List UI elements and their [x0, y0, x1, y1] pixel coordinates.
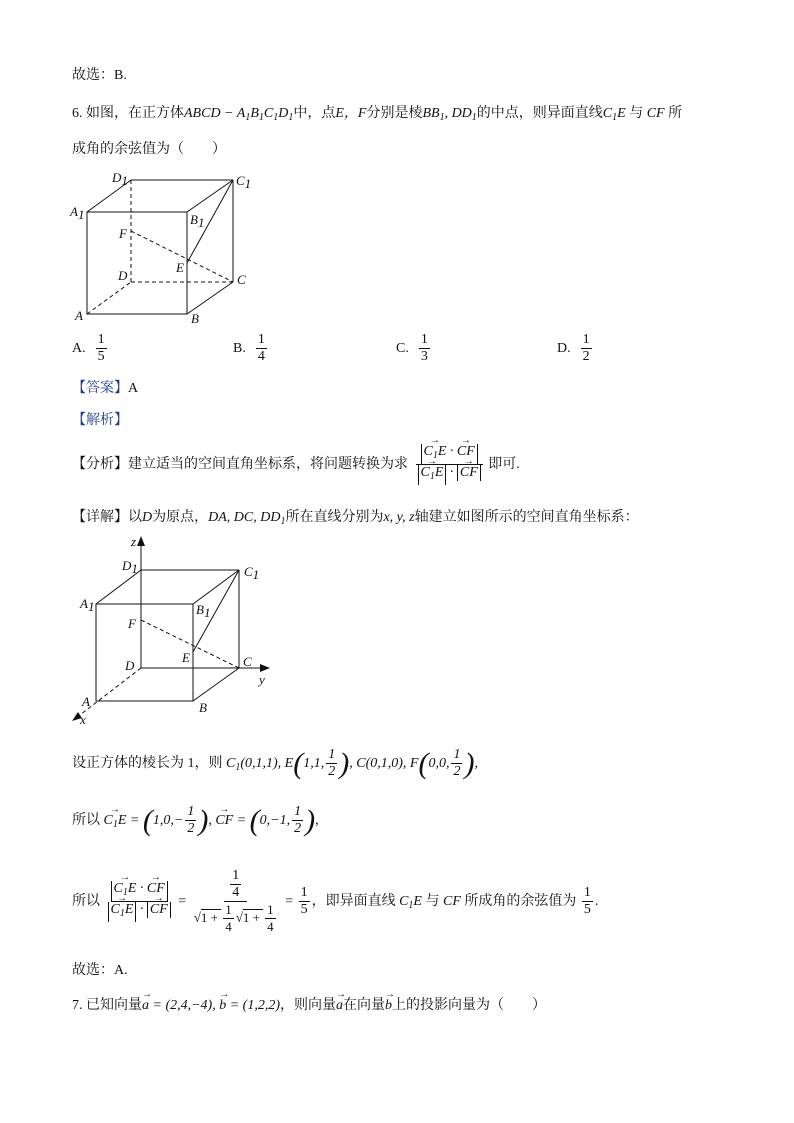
edges: $BB_1$, $DD_1$: [422, 106, 477, 123]
vectors-line: [72, 801, 319, 845]
xiangjie-text: 以: [128, 510, 142, 525]
xiangjie-line: [72, 508, 639, 532]
xiangjie-text: 所在直线分别为: [285, 510, 384, 525]
z-axis-arrow: [137, 536, 145, 546]
label-c: C: [237, 272, 246, 287]
closing-answer: 故选：A.: [72, 963, 128, 978]
cos-numerator: → $C_1E$ · → CF: [421, 444, 478, 464]
fenxi-end: 即可.: [488, 457, 520, 472]
x-axis: [76, 668, 141, 718]
edge-b1c1: [187, 180, 233, 212]
option-a[interactable]: [72, 332, 109, 365]
segment-fc: [141, 620, 239, 668]
cube-figure-1: [66, 166, 266, 332]
option-c[interactable]: [396, 332, 432, 365]
question-number: 6.: [72, 106, 83, 121]
xyz: x, y, z: [383, 510, 415, 525]
option-label: C.: [396, 340, 409, 356]
vec-b: → b: [385, 996, 392, 1016]
option-label: A.: [72, 340, 86, 356]
numerator: 1: [97, 332, 105, 347]
vec-a: → a: [336, 996, 343, 1016]
stem-text: 的中点，则异面直线: [476, 106, 603, 121]
stem-text: 分别是棱: [366, 106, 423, 121]
question-6-stem-line2: 成角的余弦值为（ ）: [72, 142, 226, 157]
points-ef: E，F: [335, 106, 367, 121]
edge-b1c1: [193, 570, 239, 604]
cube-name: ABCD − $A_1B_1C_1D_1$: [184, 106, 294, 123]
label-c: C: [243, 654, 252, 669]
option-fraction: [419, 332, 430, 365]
option-fraction: [581, 332, 592, 365]
line-c1e: $C_1E$: [602, 106, 626, 123]
cos-conclusion: ，即异面直线 $C_1E$ 与 CF 所成角的余弦值为: [311, 894, 580, 911]
xiangjie-tag: 【详解】: [72, 510, 128, 525]
cos-formula: [416, 444, 483, 485]
denominator: 2: [582, 349, 590, 364]
cos-result: $\frac{1}{5}$: [300, 885, 308, 918]
stem-text: 如图，在正方体: [86, 106, 184, 121]
answer-tag: 【答案】: [72, 381, 128, 396]
coords-line: [72, 744, 478, 788]
vec-text: 所以: [72, 813, 100, 828]
coords-values: $C_1(0,1,1)$, E(1,1, $\frac{1}{2}$ ), C(0,1,0), F(0,0, $\frac{1}{2}$ ),: [226, 746, 478, 780]
cos-fraction: [106, 881, 173, 922]
edge-ad: [87, 282, 131, 314]
stem-text: 中，点: [293, 106, 336, 121]
label-b1: B1: [190, 212, 205, 230]
cos-final: $\frac{1}{5}$: [583, 885, 591, 918]
q7-text: 在向量: [343, 998, 385, 1013]
numerator: 1: [582, 332, 590, 347]
front-face: [87, 212, 187, 314]
label-d1: D1: [122, 558, 138, 576]
label-x: x: [80, 712, 86, 727]
xiangjie-text: 为原点，: [152, 510, 209, 525]
label-a1: A1: [70, 204, 85, 222]
label-f: F: [119, 226, 127, 241]
label-d1: D1: [112, 170, 128, 188]
edge-bc: [193, 668, 239, 701]
question-6-stem: [72, 104, 682, 128]
cube-figure-2: [66, 534, 290, 730]
label-b1: B1: [196, 602, 211, 620]
denominator: 4: [257, 349, 265, 364]
cos-text: 所以: [72, 894, 100, 909]
answer-value: A: [128, 381, 139, 396]
axes-lines: DA, DC, $DD_1$: [208, 510, 286, 527]
label-d: D: [118, 268, 128, 283]
front-face: [96, 604, 193, 701]
cos-denominator: → $C_1E$ · → CF: [416, 465, 483, 485]
label-z: z: [131, 534, 137, 549]
cos-frac-den: → $C_1E$ · → CF: [106, 902, 173, 922]
label-y: y: [259, 672, 265, 687]
analysis-label: 【解析】: [72, 413, 128, 428]
line-cf: CF: [646, 106, 665, 121]
option-b[interactable]: [233, 332, 269, 365]
label-c1: C1: [236, 173, 252, 191]
numerator: 1: [257, 332, 265, 347]
xiangjie-text: 轴建立如图所示的空间直角坐标系：: [414, 510, 639, 525]
option-label: D.: [557, 340, 571, 356]
edge-bc: [187, 282, 233, 314]
denominator: 5: [97, 349, 105, 364]
question-7-stem: [72, 996, 546, 1016]
label-a: A: [75, 308, 83, 323]
stem-text: 与: [629, 106, 644, 121]
denominator: 3: [420, 349, 428, 364]
analysis-tag: [72, 411, 128, 431]
vec-values: → $C_1E = (1,0,-$ $\frac{1}{2}$ ), → CF = (0,−1, $\frac{1}{2}$ ),: [104, 813, 319, 828]
label-a: A: [82, 694, 90, 709]
q7-text: ，则向量: [280, 998, 336, 1013]
fenxi-tag: 【分析】: [72, 457, 128, 472]
option-label: B.: [233, 340, 246, 356]
cos-numeric: $\frac{1}{4}$ √1 + $\frac{1}{4}$ √1 + $\frac{1}{4}$: [193, 868, 274, 935]
question-number: 7.: [72, 998, 83, 1013]
label-c1: C1: [244, 564, 260, 582]
q7-vectors: → a = (2,4,−4), → b = (1,2,2): [142, 998, 280, 1013]
label-d: D: [125, 658, 135, 673]
fenxi-line: [72, 442, 520, 488]
label-f: F: [128, 616, 136, 631]
option-d[interactable]: [557, 332, 594, 365]
fenxi-text: 建立适当的空间直角坐标系，将问题转换为求: [128, 457, 408, 472]
origin-d: D: [142, 510, 153, 525]
cos-line: 所以 → $C_1E$ · → CF → $C_1E$ · → CF = $\frac{1}{4}$ √1 + $\frac{1}{4}$ √1 + $\frac{1}{4}$ = $\frac{1}{5}$ ，即异面直线 $C_1E$ 与 CF 所成角的余弦值为 $\frac{1}{5}$ .: [72, 866, 598, 942]
coords-text: 设正方体的棱长为 1，则: [72, 756, 223, 771]
previous-answer: 故选：B.: [72, 68, 127, 83]
label-e: E: [176, 260, 184, 275]
label-b: B: [191, 311, 199, 326]
label-a1: A1: [80, 596, 95, 614]
stem-text: 所: [668, 106, 683, 121]
option-fraction: [256, 332, 267, 365]
answer-line: [72, 379, 138, 399]
label-e: E: [182, 650, 190, 665]
numerator: 1: [420, 332, 428, 347]
q7-text: 上的投影向量为（ ）: [392, 998, 546, 1013]
label-b: B: [199, 700, 207, 715]
q7-text: 已知向量: [86, 998, 142, 1013]
cos-frac-num: → $C_1E$ · → CF: [111, 881, 168, 902]
y-axis-arrow: [260, 664, 270, 672]
option-fraction: [96, 332, 107, 365]
